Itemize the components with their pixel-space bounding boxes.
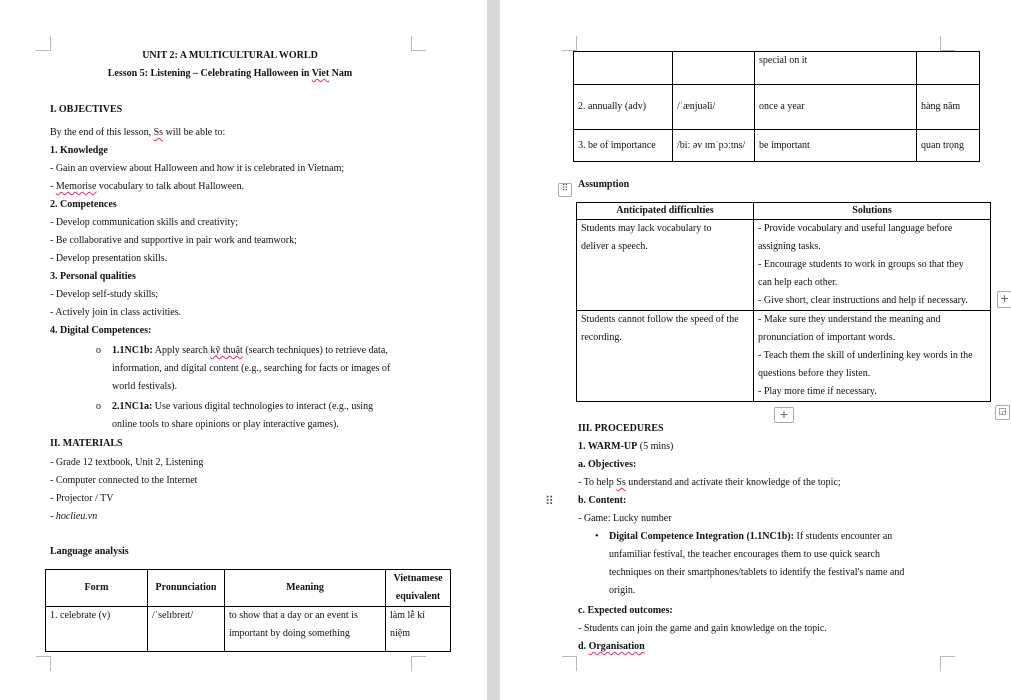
add-row-icon[interactable]: +	[774, 407, 794, 423]
lesson-title: Lesson 5: Listening – Celebrating Halloween in Viet Nam	[107, 68, 353, 79]
digital-item-1-line: information, and digital content (e.g., searching for facts or images of	[112, 363, 391, 374]
table-header: Solutions	[754, 203, 991, 220]
bullet-icon: o	[96, 345, 101, 356]
table-cell: be important	[755, 130, 917, 162]
vocab-table-continued	[573, 51, 980, 162]
digital-integration-line: origin.	[609, 585, 636, 596]
table-move-handle-icon[interactable]: ⠿	[558, 183, 572, 197]
digital-item-1-line: world festivals).	[112, 381, 177, 392]
table-cell: quan trọng	[917, 130, 980, 162]
organisation-subheading: d. Organisation	[578, 641, 645, 652]
digital-integration-line: unfamiliar festival, the teacher encourages them to use quick search	[609, 549, 880, 560]
digital-item-2: 2.1NC1a: Use various digital technologies to interact (e.g., using	[112, 401, 374, 412]
table-cell: hàng năm	[917, 85, 980, 130]
material-item: - hoclieu.vn	[50, 511, 98, 522]
objectives-subheading: a. Objectives:	[578, 459, 637, 470]
table-cell: /ˈselɪbreɪt/	[148, 607, 225, 652]
table-header: Meaning	[225, 570, 386, 607]
objectives-heading: I. OBJECTIVES	[50, 104, 123, 115]
table-header: Vietnamese equivalent	[386, 570, 451, 607]
language-analysis-heading: Language analysis	[50, 546, 129, 557]
materials-heading: II. MATERIALS	[50, 438, 123, 449]
quality-item: - Develop self-study skills;	[50, 289, 159, 300]
competences-heading: 2. Competences	[50, 199, 117, 210]
add-column-icon[interactable]: +	[997, 291, 1011, 308]
objectives-intro: By the end of this lesson, Ss will be able to:	[50, 127, 226, 138]
competence-item: - Develop communication skills and creativity;	[50, 217, 239, 228]
content-text: - Game: Lucky number	[578, 513, 672, 524]
warmup-heading: 1. WARM-UP (5 mins)	[578, 441, 674, 452]
crop-mark	[562, 36, 577, 51]
quality-item: - Actively join in class activities.	[50, 307, 182, 318]
knowledge-item: - Gain an overview about Halloween and how it is celebrated in Vietnam;	[50, 163, 345, 174]
digital-heading: 4. Digital Competences:	[50, 325, 152, 336]
assumption-table	[576, 202, 991, 402]
content-subheading: b. Content:	[578, 495, 627, 506]
unit-title: UNIT 2: A MULTICULTURAL WORLD	[142, 50, 318, 61]
left-page[interactable]	[0, 0, 487, 700]
objectives-text: - To help Ss understand and activate their knowledge of the topic;	[578, 477, 841, 488]
crop-mark	[36, 36, 51, 51]
table-header: Anticipated difficulties	[577, 203, 754, 220]
digital-integration-line: techniques on their smartphones/tablets to identify the festival's name and	[609, 567, 905, 578]
qualities-heading: 3. Personal qualities	[50, 271, 136, 282]
material-item: - Projector / TV	[50, 493, 114, 504]
page-gutter	[487, 0, 500, 700]
competence-item: - Develop presentation skills.	[50, 253, 168, 264]
right-page[interactable]	[500, 0, 1011, 700]
competence-item: - Be collaborative and supportive in pair work and teamwork;	[50, 235, 297, 246]
table-cell	[917, 52, 980, 85]
table-header: Form	[46, 570, 148, 607]
bullet-icon: o	[96, 401, 101, 412]
knowledge-heading: 1. Knowledge	[50, 145, 108, 156]
table-cell: 2. annually (adv)	[574, 85, 673, 130]
table-cell: Students may lack vocabulary to deliver a speech.	[577, 220, 754, 311]
table-cell: - Provide vocabulary and useful language before assigning tasks. - Encourage students to work in groups so that they can help each other. - Give short, clear instructions and help if necessary.	[754, 220, 991, 311]
table-cell: 1. celebrate (v)	[46, 607, 148, 652]
crop-mark	[411, 36, 426, 51]
crop-mark	[940, 36, 955, 51]
digital-integration-text: Digital Competence Integration (1.1NC1b): If students encounter an	[609, 531, 893, 542]
table-cell: Students cannot follow the speed of the recording.	[577, 311, 754, 402]
table-cell	[574, 52, 673, 85]
table-resize-icon[interactable]: ◲	[995, 405, 1010, 420]
material-item: - Grade 12 textbook, Unit 2, Listening	[50, 457, 204, 468]
table-header: Pronunciation	[148, 570, 225, 607]
crop-mark	[36, 656, 51, 671]
outcomes-subheading: c. Expected outcomes:	[578, 605, 673, 616]
table-cell: once a year	[755, 85, 917, 130]
crop-mark	[940, 656, 955, 671]
table-cell: 3. be of importance	[574, 130, 673, 162]
digital-item-1: 1.1NC1b: Apply search kỹ thuật (search techniques) to retrieve data,	[112, 345, 388, 356]
crop-mark	[562, 656, 577, 671]
knowledge-item: - Memorise vocabulary to talk about Halloween.	[50, 181, 245, 192]
digital-item-2-line: online tools to share opinions or play interactive games).	[112, 419, 339, 430]
assumption-heading: Assumption	[578, 179, 630, 190]
bullet-icon: •	[595, 531, 599, 542]
table-cell: - Make sure they understand the meaning and pronunciation of important words. - Teach them the skill of underlining key words in the questions before they listen. - Play more time if necessary.	[754, 311, 991, 402]
table-cell: special on it	[755, 52, 917, 85]
crop-mark	[411, 656, 426, 671]
drag-handle-icon[interactable]: ⠿	[545, 494, 553, 508]
outcomes-text: - Students can join the game and gain knowledge on the topic.	[578, 623, 827, 634]
language-table	[45, 569, 451, 652]
table-cell: to show that a day or an event is important by doing something	[225, 607, 386, 652]
table-cell: /ˈænjuəli/	[673, 85, 755, 130]
table-cell	[673, 52, 755, 85]
material-item: - Computer connected to the Internet	[50, 475, 198, 486]
table-cell: làm lễ kỉ niệm	[386, 607, 451, 652]
procedures-heading: III. PROCEDURES	[578, 423, 664, 434]
table-cell: /biː əv ɪmˈpɔːtns/	[673, 130, 755, 162]
